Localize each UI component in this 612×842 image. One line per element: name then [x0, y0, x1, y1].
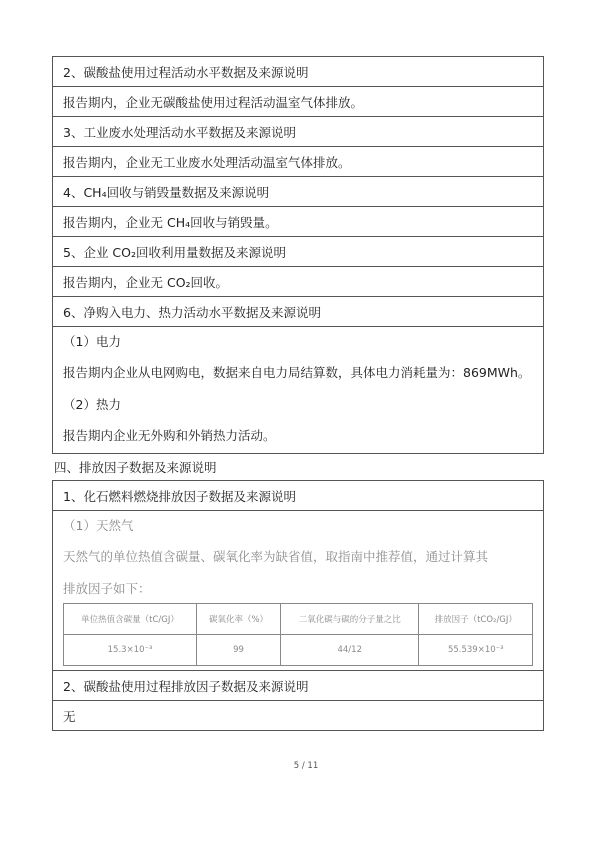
table-cell: 55.539×10⁻³ [419, 635, 533, 666]
electricity-body: 报告期内企业从电网购电，数据来自电力局结算数，具体电力消耗量为：869MWh。 [63, 365, 531, 380]
page-number: 5 / 11 [293, 761, 319, 771]
table-header-cell: 排放因子（tCO₂/GJ） [419, 604, 533, 635]
table-cell: 99 [197, 635, 281, 666]
section-2-body: 报告期内，企业无碳酸盐使用过程活动温室气体排放。 [53, 87, 543, 117]
table-cell: 44/12 [280, 635, 419, 666]
natural-gas-heading: （1）天然气 [63, 517, 134, 533]
electricity-heading: （1）电力 [63, 333, 121, 349]
emission-factor-table [63, 603, 533, 666]
emission-factor-box [52, 480, 544, 731]
section-6-title: 6、净购入电力、热力活动水平数据及来源说明 [53, 297, 543, 327]
table-cell: 15.3×10⁻³ [64, 635, 197, 666]
carbonate-factor-body: 无 [63, 708, 76, 724]
activity-data-box [52, 56, 544, 454]
table-header-row [64, 604, 533, 635]
section-5-title: 5、企业 CO₂回收利用量数据及来源说明 [53, 237, 543, 267]
section-2-title: 2、碳酸盐使用过程活动水平数据及来源说明 [53, 57, 543, 87]
section-3-title: 3、工业废水处理活动水平数据及来源说明 [53, 117, 543, 147]
carbonate-factor-title: 2、碳酸盐使用过程排放因子数据及来源说明 [53, 671, 543, 701]
section-3-body: 报告期内，企业无工业废水处理活动温室气体排放。 [53, 147, 543, 177]
natural-gas-desc-line2: 排放因子如下： [63, 580, 151, 596]
heat-body: 报告期内企业无外购和外销热力活动。 [53, 417, 543, 454]
heat-heading: （2）热力 [63, 396, 121, 412]
section-4-body: 报告期内，企业无 CH₄回收与销毁量。 [53, 207, 543, 237]
natural-gas-desc-line1: 天然气的单位热值含碳量、碳氧化率为缺省值，取指南中推荐值，通过计算其 [63, 549, 489, 564]
fossil-fuel-factor-title: 1、化石燃料燃烧排放因子数据及来源说明 [53, 481, 543, 511]
section-5-body: 报告期内，企业无 CO₂回收。 [53, 267, 543, 297]
table-header-cell: 二氧化碳与碳的分子量之比 [280, 604, 419, 635]
table-header-cell: 碳氧化率（%） [197, 604, 281, 635]
report-page [52, 56, 544, 731]
section-4-title: 4、CH₄回收与销毁量数据及来源说明 [53, 177, 543, 207]
table-row [64, 635, 533, 666]
chapter-4-title: 四、排放因子数据及来源说明 [54, 460, 217, 475]
emission-factor-table-wrap [53, 603, 543, 671]
table-header-cell: 单位热值含碳量（tC/GJ） [64, 604, 197, 635]
